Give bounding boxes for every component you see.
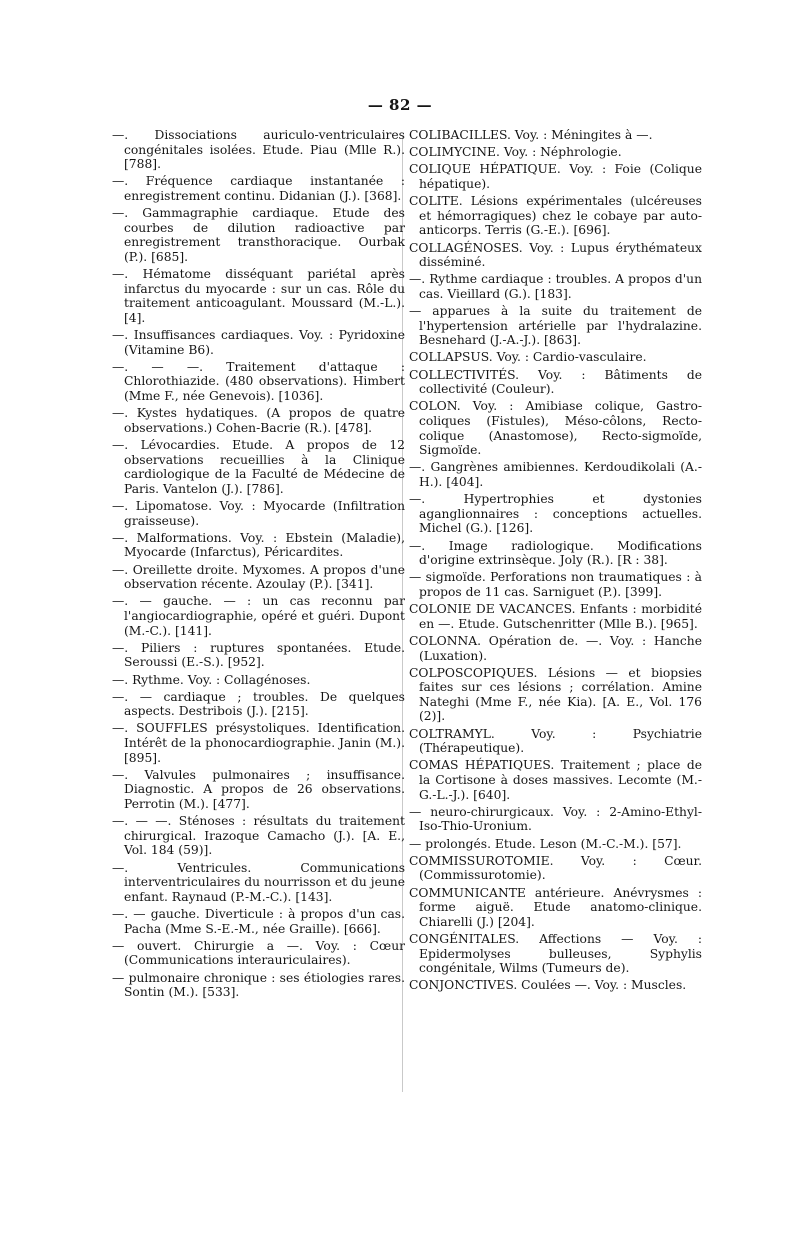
index-entry: COLONNA. Opération de. —. Voy. : Hanche (Luxation). bbox=[409, 633, 702, 663]
index-entry: —. Fréquence cardiaque instantanée : enregistrement continu. Didanian (J.). [368]. bbox=[112, 174, 405, 203]
index-entry: COLONIE DE VACANCES. Enfants : morbidité en —. Etude. Gutschenritter (Mlle B.). [965]. bbox=[409, 602, 702, 631]
index-entry: —. — gauche. — : un cas reconnu par l'angiocardiographie, opéré et guéri. Dupont (M.-C.). [141]. bbox=[112, 594, 405, 638]
index-entry: COLPOSCOPIQUES. Lésions — et biopsies faites sur ces lésions ; corrélation. Amine Nateghi (Mme F., née Kia). [A. E., Vol. 176 (2)]. bbox=[409, 665, 702, 724]
index-entry: COLLAGÉNOSES. Voy. : Lupus érythémateux disséminé. bbox=[409, 240, 702, 270]
index-entry: —. Oreillette droite. Myxomes. A propos d'une observation récente. Azoulay (P.). [341]. bbox=[112, 562, 405, 592]
index-entry: —. Ventricules. Communications interventriculaires du nourrisson et du jeune enfant. Raynaud (P.-M.-C.). [143]. bbox=[112, 860, 405, 904]
index-entry: —. Lipomatose. Voy. : Myocarde (Infiltration graisseuse). bbox=[112, 499, 405, 528]
index-entry: COLLAPSUS. Voy. : Cardio-vasculaire. bbox=[409, 350, 647, 365]
index-entry: —. SOUFFLES présystoliques. Identification. Intérêt de la phonocardiographie. Janin (M.). [895]. bbox=[112, 721, 405, 765]
index-entry: —. Rythme. Voy. : Collagénoses. bbox=[112, 672, 311, 687]
index-entry: —. Dissociations auriculo-ventriculaires congénitales isolées. Etude. Piau (Mlle R.). [788]. bbox=[112, 128, 405, 172]
index-entry: — apparues à la suite du traitement de l'hypertension artérielle par l'hydralazine. Besnehard (J.-A.-J.). [863]. bbox=[409, 304, 702, 348]
index-entry: COMMISSUROTOMIE. Voy. : Cœur. (Commissurotomie). bbox=[409, 853, 702, 883]
page-number: — 82 — bbox=[367, 96, 433, 114]
index-entry: —. — —. Sténoses : résultats du traitement chirurgical. Irazoque Camacho (J.). [A. E., Vol. 184 (59)]. bbox=[112, 814, 405, 858]
index-entry: COLTRAMYL. Voy. : Psychiatrie (Thérapeutique). bbox=[409, 726, 702, 756]
index-entry: CONJONCTIVES. Coulées —. Voy. : Muscles. bbox=[409, 978, 687, 993]
index-entry: — pulmonaire chronique : ses étiologies rares. Sontin (M.). [533]. bbox=[112, 970, 405, 1000]
index-entry: —. Gangrènes amibiennes. Kerdoudikolali (A.-H.). [404]. bbox=[409, 460, 702, 489]
index-entry: COLIMYCINE. Voy. : Néphrologie. bbox=[409, 145, 622, 160]
index-entry: — ouvert. Chirurgie a —. Voy. : Cœur (Communications interauriculaires). bbox=[112, 938, 405, 968]
index-entry: —. Kystes hydatiques. (A propos de quatre observations.) Cohen-Bacrie (R.). [478]. bbox=[112, 406, 405, 435]
index-column-left bbox=[112, 128, 405, 1002]
index-entry: —. — —. Traitement d'attaque : Chlorothiazide. (480 observations). Himbert (Mme F., née Genevois). [1036]. bbox=[112, 359, 405, 404]
index-entry: — neuro-chirurgicaux. Voy. : 2-Amino-Ethyl-Iso-Thio-Uronium. bbox=[409, 804, 702, 834]
index-entry: COLIBACILLES. Voy. : Méningites à —. bbox=[409, 128, 653, 142]
index-entry: COLON. Voy. : Amibiase colique, Gastro-coliques (Fistules), Méso-côlons, Recto-colique (Anastomose), Recto-sigmoïde, Sigmoïde. bbox=[409, 399, 702, 458]
index-entry: —. Malformations. Voy. : Ebstein (Maladie), Myocarde (Infarctus), Péricardites. bbox=[112, 530, 405, 560]
index-entry: CONGÉNITALES. Affections — Voy. : Epidermolyses bulleuses, Syphylis congénitale, Wilms (Tumeurs de). bbox=[409, 931, 702, 976]
index-entry: —. Hypertrophies et dystonies aganglionnaires : conceptions actuelles. Michel (G.). [126]. bbox=[409, 492, 702, 536]
index-column-right bbox=[409, 128, 702, 996]
index-entry: COLIQUE HÉPATIQUE. Voy. : Foie (Colique hépatique). bbox=[409, 162, 702, 191]
index-entry: —. Insuffisances cardiaques. Voy. : Pyridoxine (Vitamine B6). bbox=[112, 328, 405, 357]
index-entry: —. Image radiologique. Modifications d'origine extrinsèque. Joly (R.). [R : 38]. bbox=[409, 538, 702, 568]
index-entry: —. — gauche. Diverticule : à propos d'un cas. Pacha (Mme S.-E.-M., née Graille). [666]. bbox=[112, 906, 405, 936]
index-entry: — sigmoïde. Perforations non traumatiques : à propos de 11 cas. Sarniguet (P.). [399]. bbox=[409, 570, 702, 599]
index-entry: —. Hématome disséquant pariétal après infarctus du myocarde : sur un cas. Rôle du traitement anticoagulant. Moussard (M.-L.). [4]. bbox=[112, 267, 405, 325]
index-entry: COLLECTIVITÉS. Voy. : Bâtiments de collectivité (Couleur). bbox=[409, 367, 702, 397]
index-entry: —. Rythme cardiaque : troubles. A propos d'un cas. Vieillard (G.). [183]. bbox=[409, 272, 702, 301]
index-entry: COLITE. Lésions expérimentales (ulcéreuses et hémorragiques) chez le cobaye par auto-anticorps. Terris (G.-E.). [696]. bbox=[409, 194, 702, 238]
index-entry: —. Gammagraphie cardiaque. Etude des courbes de dilution radioactive par enregistrement transthoracique. Ourbak (P.). [685]. bbox=[112, 206, 405, 264]
index-entry: —. Piliers : ruptures spontanées. Etude. Seroussi (E.-S.). [952]. bbox=[112, 640, 405, 670]
index-entry: — prolongés. Etude. Leson (M.-C.-M.). [57]. bbox=[409, 836, 682, 851]
index-entry: COMMUNICANTE antérieure. Anévrysmes : forme aiguë. Etude anatomo-clinique. Chiarelli (J.) [204]. bbox=[409, 885, 702, 929]
index-entry: COMAS HÉPATIQUES. Traitement ; place de la Cortisone à doses massives. Lecomte (M.-G.-L.-J.). [640]. bbox=[409, 758, 702, 802]
index-entry: —. Valvules pulmonaires ; insuffisance. Diagnostic. A propos de 26 observations. Perrotin (M.). [477]. bbox=[112, 767, 405, 812]
index-entry: —. Lévocardies. Etude. A propos de 12 observations recueillies à la Clinique cardiologique de la Faculté de Médecine de Paris. Vantelon (J.). [786]. bbox=[112, 438, 405, 496]
index-entry: —. — cardiaque ; troubles. De quelques aspects. Destribois (J.). [215]. bbox=[112, 689, 405, 719]
